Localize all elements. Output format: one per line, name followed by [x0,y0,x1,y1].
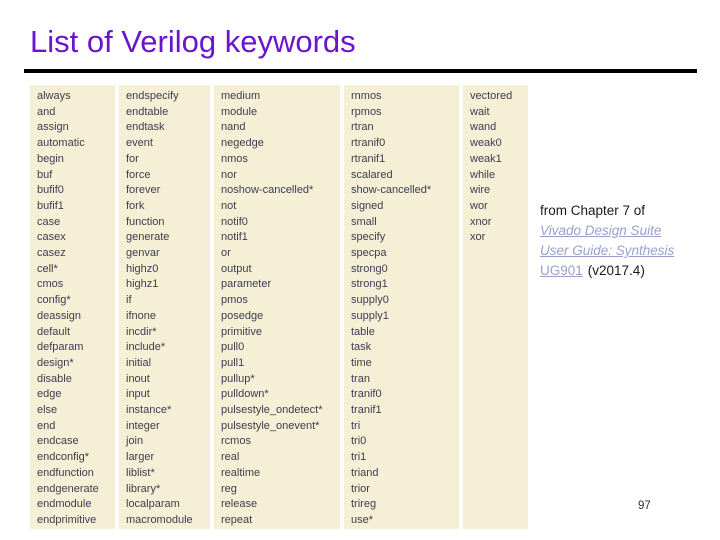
keyword: event [126,137,153,150]
keyword: bufif0 [37,184,64,197]
keyword: casez [37,247,66,260]
keyword: weak1 [470,152,502,165]
keyword: assign [37,121,69,134]
keyword-column-3 [214,85,340,529]
keyword-column-2 [119,85,210,529]
keyword: end [37,419,56,432]
keyword: show-cancelled* [351,184,432,197]
keyword: nor [221,168,237,181]
keyword: endfunction [37,466,94,479]
keyword: signed [351,199,384,212]
keyword: time [351,356,372,369]
keyword: wor [470,199,488,212]
title-underline-rule [24,69,697,73]
keyword: endspecify [126,90,179,102]
keyword: pulsestyle_ondetect* [221,404,323,417]
keyword: supply1 [351,309,389,322]
keyword: primitive [221,325,262,338]
keyword: specpa [351,247,387,260]
keyword: specify [351,231,386,244]
keyword: notif0 [221,215,248,228]
keyword: genvar [126,247,160,260]
keyword: nmos [221,152,248,165]
keyword: pull0 [221,341,245,354]
keyword: force [126,168,151,181]
keyword: begin [37,152,64,165]
keyword: case [37,215,61,228]
keyword: rcmos [221,435,251,448]
keyword: rpmos [351,105,382,118]
keyword: if [126,294,132,307]
keyword: use* [351,513,374,526]
keyword: wait [470,105,490,118]
keyword: realtime [221,466,261,479]
keyword: tranif1 [351,404,382,417]
citation-link-title-line2[interactable]: User Guide: Synthesis [540,243,675,258]
citation-block [540,201,674,281]
keyword: or [221,247,231,260]
keyword: module [221,105,258,118]
keyword: task [351,341,372,354]
keyword: liblist* [126,466,155,479]
citation-version: (v2017.4) [587,263,645,278]
keyword: rtran [351,121,374,134]
keyword: scalared [351,168,393,181]
keyword: tri1 [351,451,367,464]
keyword: always [37,90,71,102]
keyword: include* [126,341,166,354]
keyword: xnor [470,215,492,228]
page-title: List of Verilog keywords [30,24,356,59]
keyword: pmos [221,294,248,307]
keyword: noshow-cancelled* [221,184,314,197]
keyword: weak0 [470,137,502,150]
keyword: wand [470,121,497,134]
keyword: endconfig* [37,451,89,464]
keyword: edge [37,388,62,401]
keyword: negedge [221,137,264,150]
keyword: tranif0 [351,388,382,401]
keyword: casex [37,231,66,244]
keyword: default [37,325,71,338]
keyword: join [126,435,144,448]
keyword: macromodule [126,513,193,526]
keyword: for [126,152,139,165]
keyword: strong0 [351,262,388,275]
keyword: repeat [221,513,253,526]
keyword: initial [126,356,152,369]
keyword: tri0 [351,435,367,448]
keyword: supply0 [351,294,389,307]
keyword: disable [37,372,72,385]
keyword: highz0 [126,262,159,275]
keyword: bufif1 [37,199,64,212]
keyword: release [221,498,258,511]
keyword: tran [351,372,370,385]
keyword: instance* [126,404,172,417]
keyword: triand [351,466,379,479]
keyword: not [221,199,237,212]
keyword: real [221,451,240,464]
keyword-column-1 [30,85,115,529]
keyword: input [126,388,150,401]
keyword: parameter [221,278,272,291]
keyword: library* [126,482,161,495]
keyword: table [351,325,375,338]
keyword: inout [126,372,150,385]
keyword: else [37,404,58,417]
citation-link-doc-id[interactable]: UG901 [540,263,583,278]
keyword: fork [126,199,145,212]
keyword: while [470,168,496,181]
keyword: xor [470,231,486,244]
keyword: localparam [126,498,180,511]
keyword: reg [221,482,237,495]
keyword: design* [37,356,74,369]
keyword: incdir* [126,325,157,338]
keyword-column-4 [344,85,459,529]
keyword: integer [126,419,160,432]
keyword: defparam [37,341,84,354]
keyword: notif1 [221,231,248,244]
keyword: config* [37,294,71,307]
keyword: rtranif1 [351,152,386,165]
citation-link-title-line1[interactable]: Vivado Design Suite [540,223,662,238]
keyword: rtranif0 [351,137,386,150]
keyword: generate [126,231,170,244]
keyword: pulsestyle_onevent* [221,419,320,432]
keyword: endcase [37,435,79,448]
keyword: pulldown* [221,388,269,401]
keyword: highz1 [126,278,159,291]
keyword: tri [351,419,361,432]
keyword: endgenerate [37,482,99,495]
keyword: ifnone [126,309,156,322]
keyword: larger [126,451,155,464]
keyword: nand [221,121,246,134]
keyword: vectored [470,90,513,102]
keyword: cmos [37,278,64,291]
keyword: endtable [126,105,169,118]
keyword-column-5 [463,85,528,529]
keyword: cell* [37,262,58,275]
keyword: trior [351,482,370,495]
keyword: small [351,215,377,228]
keyword: and [37,105,56,118]
keyword: rnmos [351,90,382,102]
keyword: endtask [126,121,165,134]
keyword: function [126,215,165,228]
keyword: deassign [37,309,82,322]
keyword: pull1 [221,356,245,369]
keyword: wire [470,184,491,197]
keyword: pullup* [221,372,255,385]
keyword-panel [30,85,528,529]
keyword: endprimitive [37,513,97,526]
page-number: 97 [638,500,651,512]
keyword: posedge [221,309,264,322]
keyword: trireg [351,498,377,511]
keyword: output [221,262,252,275]
keyword: medium [221,90,261,102]
keyword: strong1 [351,278,388,291]
citation-prefix: from Chapter 7 of [540,203,646,218]
keyword: forever [126,184,161,197]
keyword: buf [37,168,53,181]
keyword: endmodule [37,498,92,511]
keyword: automatic [37,137,85,150]
